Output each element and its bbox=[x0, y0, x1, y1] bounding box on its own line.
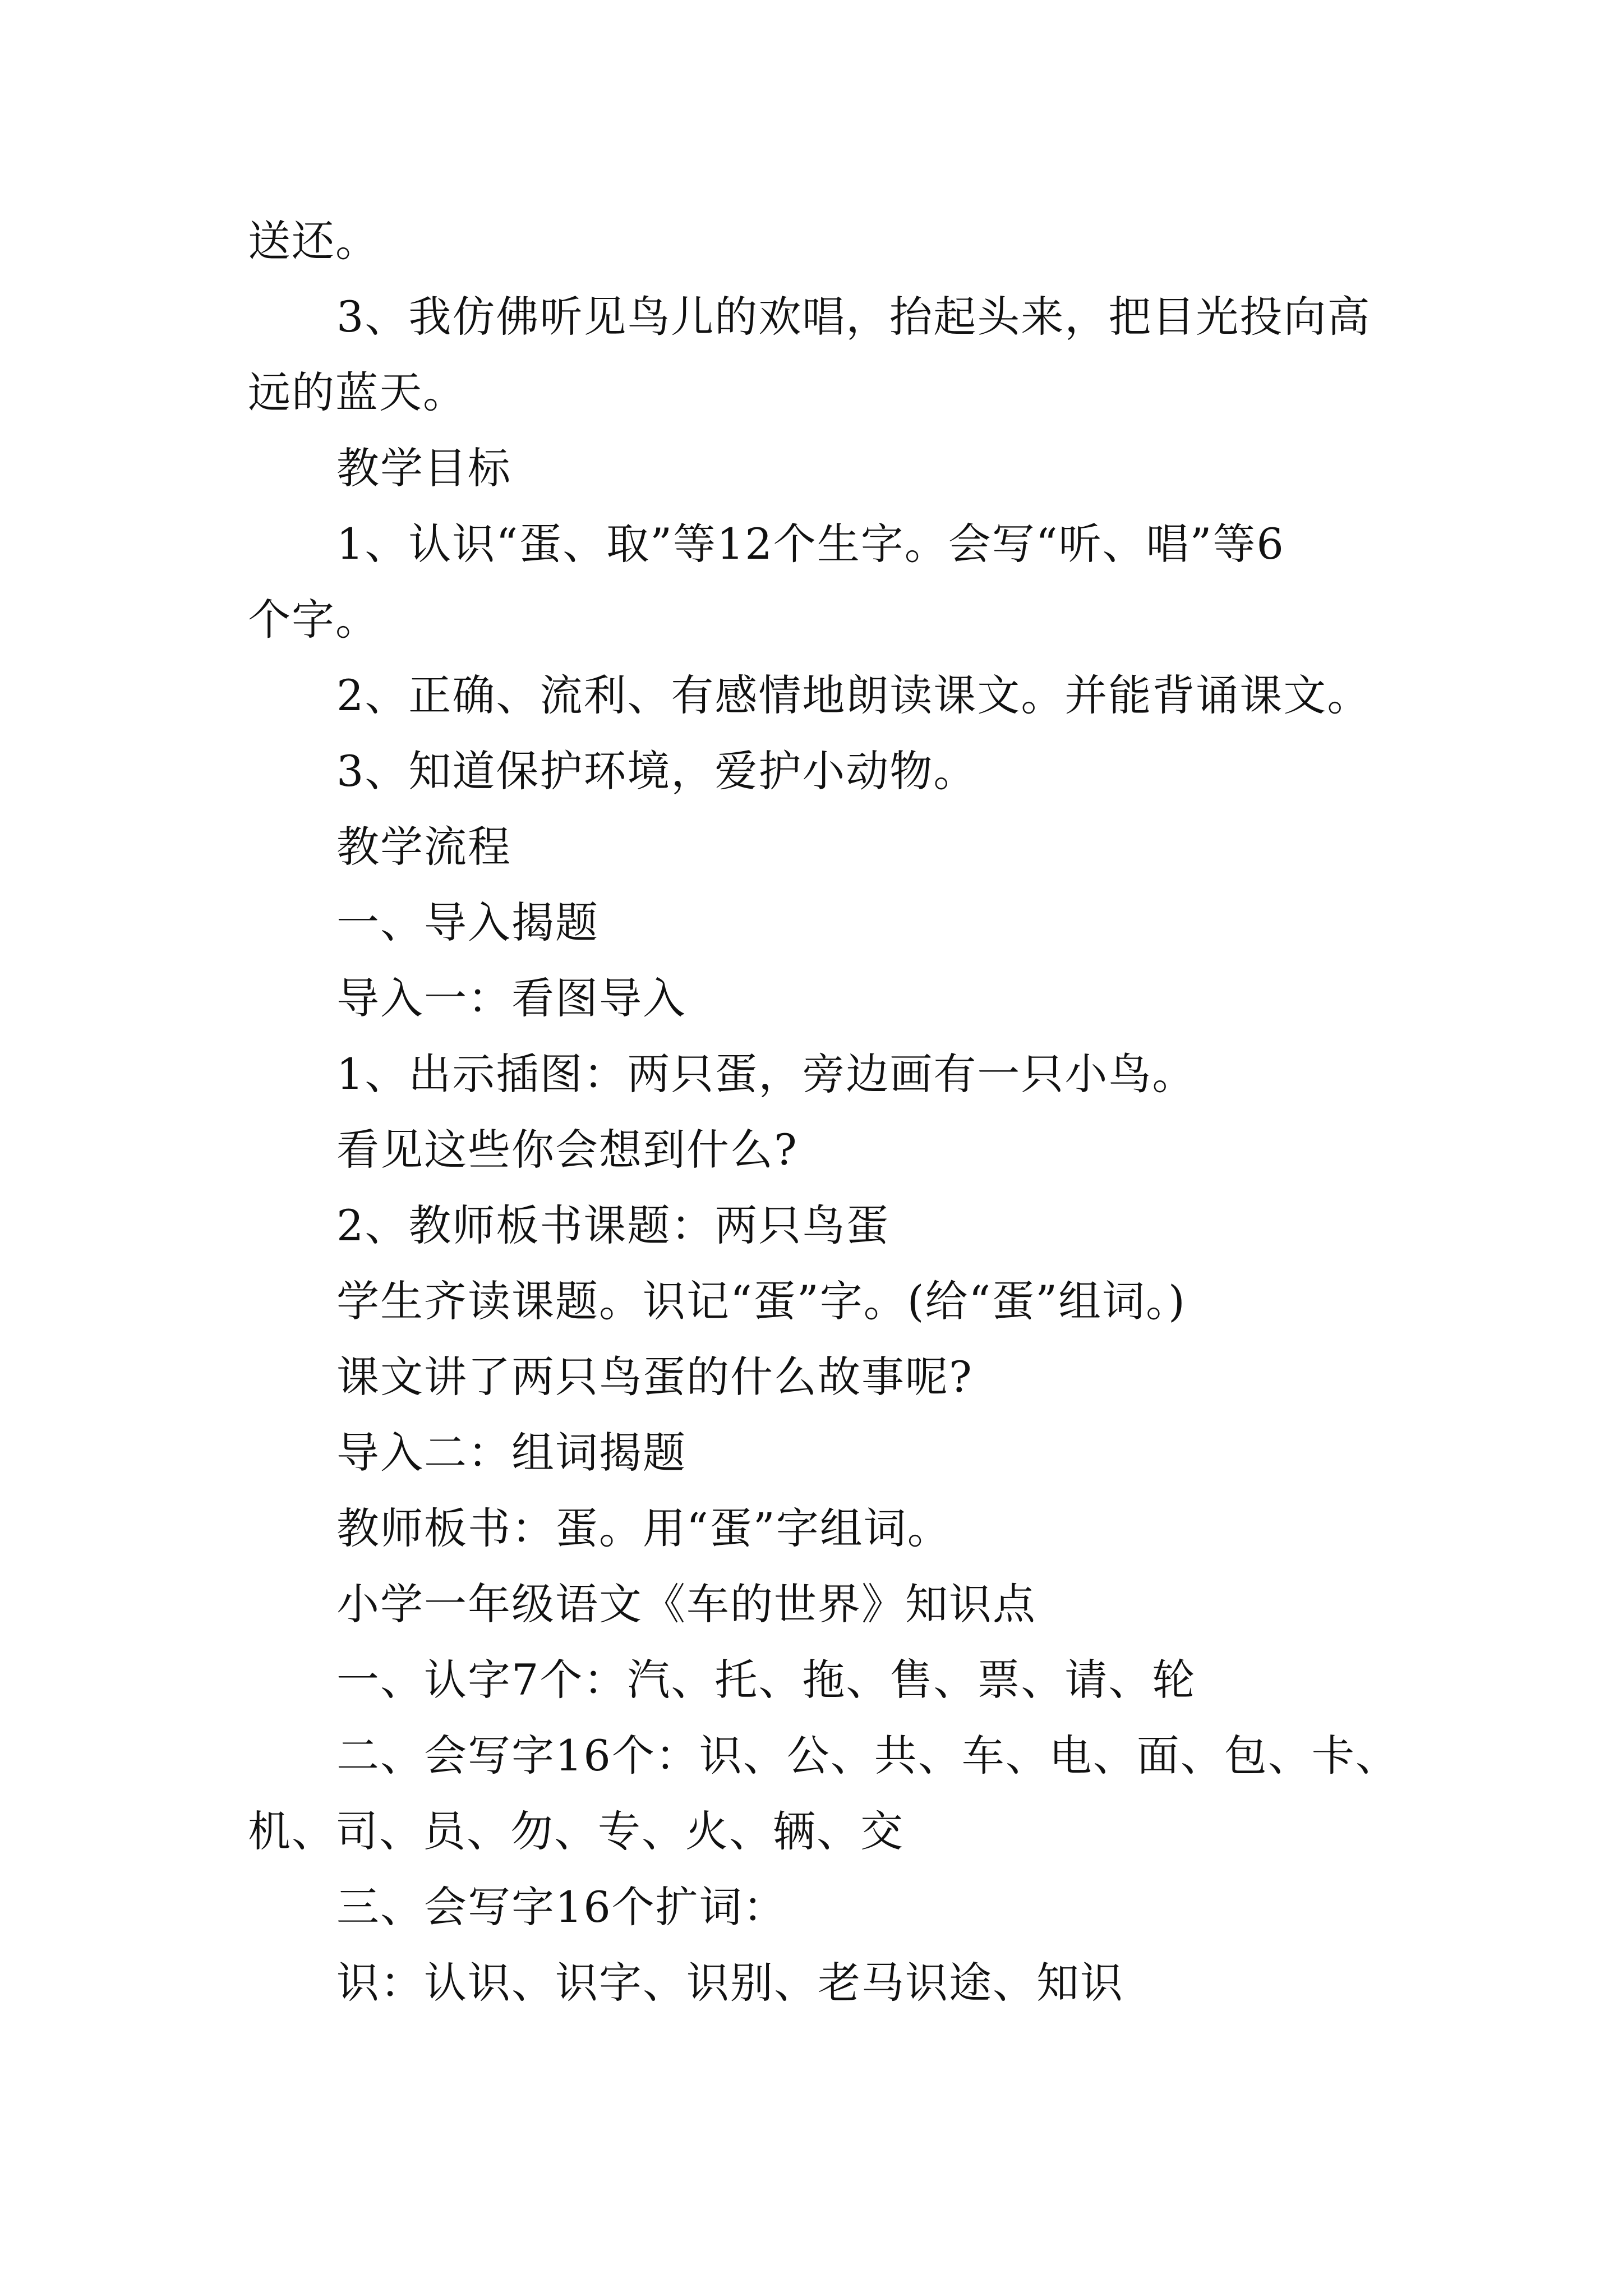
text-line: 导入一：看图导入 bbox=[336, 973, 686, 1023]
text-line: 送还。 bbox=[248, 216, 379, 266]
section-heading: 教学目标 bbox=[336, 443, 511, 493]
text-line: 1、认识“蛋、取”等12个生字。会写“听、唱”等6 bbox=[336, 519, 1285, 569]
section-heading: 小学一年级语文《车的世界》知识点 bbox=[336, 1579, 1036, 1629]
text-line: 2、教师板书课题：两只鸟蛋 bbox=[336, 1200, 890, 1250]
text-line: 2、正确、流利、有感情地朗读课文。并能背诵课文。 bbox=[336, 670, 1371, 720]
text-line: 看见这些你会想到什么? bbox=[336, 1125, 798, 1175]
text-line: 远的蓝天。 bbox=[248, 367, 467, 417]
text-line: 三、会写字16个扩词： bbox=[336, 1882, 787, 1932]
text-line: 机、司、员、勿、专、火、辆、交 bbox=[248, 1806, 904, 1856]
text-line: 3、知道保护环境，爱护小动物。 bbox=[336, 746, 978, 796]
text-line: 3、我仿佛听见鸟儿的欢唱，抬起头来，把目光投向高 bbox=[336, 292, 1371, 342]
text-line: 一、导入揭题 bbox=[336, 898, 599, 947]
text-line: 1、出示插图：两只蛋，旁边画有一只小鸟。 bbox=[336, 1049, 1196, 1099]
text-line: 二、会写字16个：识、公、共、车、电、面、包、卡、 bbox=[336, 1731, 1399, 1780]
text-line: 导入二：组词揭题 bbox=[336, 1428, 686, 1478]
text-line: 个字。 bbox=[248, 595, 379, 645]
text-line: 教师板书：蛋。用“蛋”字组词。 bbox=[336, 1503, 951, 1553]
text-line: 识：认识、识字、识别、老马识途、知识 bbox=[336, 1958, 1124, 2008]
text-line: 一、认字7个：汽、托、拖、售、票、请、轮 bbox=[336, 1655, 1196, 1705]
section-heading: 教学流程 bbox=[336, 822, 511, 872]
text-line: 学生齐读课题。识记“蛋”字。(给“蛋”组词。) bbox=[336, 1276, 1186, 1326]
text-line: 课文讲了两只鸟蛋的什么故事呢? bbox=[336, 1352, 973, 1402]
